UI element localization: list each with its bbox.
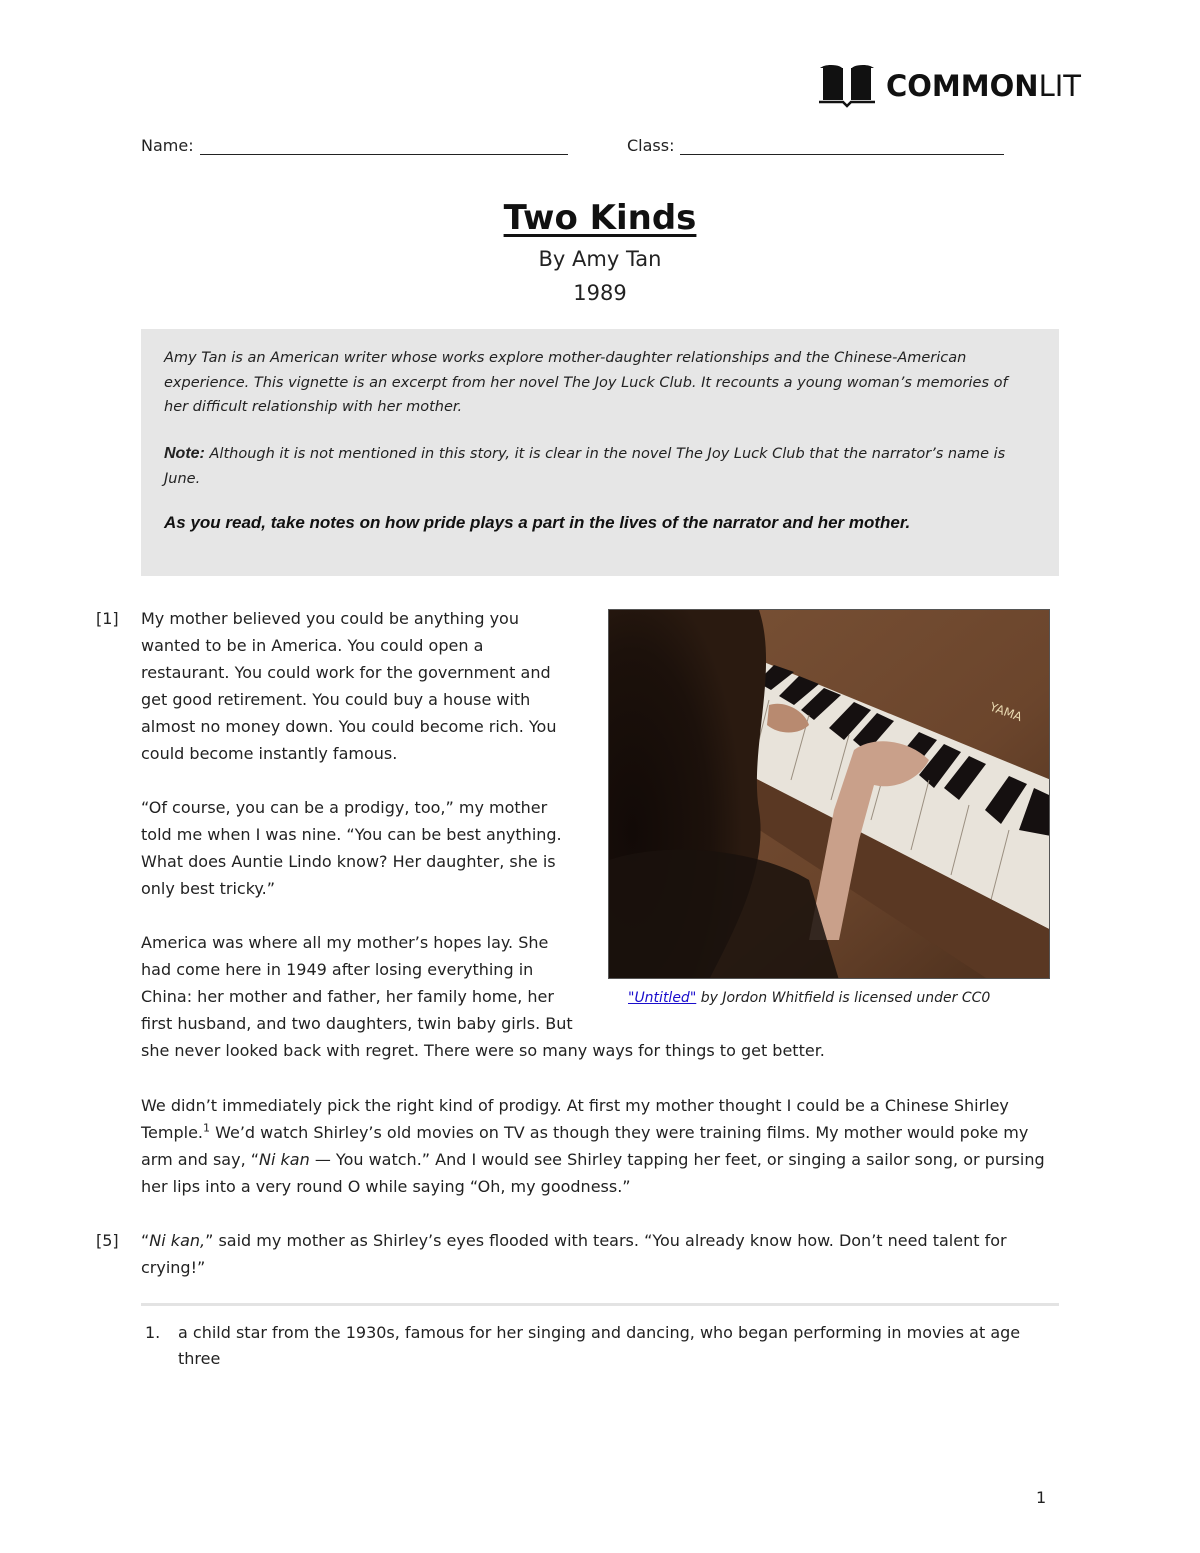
document-title: Two Kinds [503,198,697,238]
caption-attribution: by Jordon Whitfield is licensed under CC0 [696,990,991,1006]
figure-caption [628,990,990,1006]
text-line: What does Auntie Lindo know? Her daughter, she is [141,852,556,871]
footnote-divider [141,1303,1059,1306]
note-paragraph [164,442,1034,491]
footnote-reference[interactable]: 1 [203,1121,211,1135]
piano-brand-text: YAMA [987,699,1024,725]
paragraph-3-continuation: she never looked back with regret. There were so many ways for things to get better. [141,1041,825,1060]
text-line: first husband, and two daughters, twin baby girls. But [141,1014,573,1033]
paragraph-2 [141,794,581,902]
name-field[interactable] [141,136,568,155]
introduction-box [141,329,1059,576]
text-line: My mother believed you could be anything you [141,609,519,628]
text-line: could become instantly famous. [141,744,398,763]
name-label: Name: [141,136,194,155]
paragraph-number: [5] [96,1231,119,1250]
reading-prompt: As you read, take notes on how pride plays a part in the lives of the narrator and her mother. [164,513,911,532]
page-number: 1 [1036,1488,1047,1507]
text-line: had come here in 1949 after losing everything in [141,960,534,979]
text-line: America was where all my mother’s hopes lay. She [141,933,549,952]
image-source-link[interactable]: "Untitled" [628,990,697,1006]
piano-image [609,610,1050,979]
note-text: Although it is not mentioned in this story, it is clear in the novel The Joy Luck Club that the narrator’s name is June. [164,446,1006,487]
class-input-line[interactable] [680,136,1004,155]
name-input-line[interactable] [200,136,568,155]
piano-photo [608,609,1050,979]
logo-text: COMMONLIT [886,69,1082,103]
document-year: 1989 [573,281,627,305]
author-introduction: Amy Tan is an American writer whose works explore mother-daughter relationships and the Chinese-American experience. This vignette is an excerpt from her novel The Joy Luck Club. It recounts a young woman’s memories of her difficult relationship with her mother. [164,350,1008,415]
text-line: almost no money down. You could become rich. You [141,717,557,736]
text-line: get good retirement. You could buy a house with [141,690,531,709]
paragraph-1 [141,605,581,767]
footnote-text: a child star from the 1930s, famous for her singing and dancing, who began performing in movies at age three [178,1323,1021,1368]
text-line: restaurant. You could work for the government and [141,663,551,682]
student-info-row [141,136,1011,162]
text-line: wanted to be in America. You could open a [141,636,484,655]
paragraph-4: We didn’t immediately pick the right kind of prodigy. At first my mother thought I could be a Chinese Shirley Temple.$^1$ We’d watch Shirley’s old movies on TV as though they were training films. My mother would poke my arm and say, “Ni kan — You watch.” And I would see Shirley tapping her feet, or singing a sailor song, or pursing her lips into a very round O while saying “Oh, my goodness.” [141,1096,1045,1196]
document-author: By Amy Tan [538,247,662,271]
class-field[interactable] [627,136,1004,155]
text-line: told me when I was nine. “You can be best anything. [141,825,562,844]
note-label: Note: [164,445,205,462]
text-line: only best tricky.” [141,879,275,898]
class-label: Class: [627,136,675,155]
text-line: “Of course, you can be a prodigy, too,” my mother [141,798,548,817]
paragraph-3 [141,929,581,1037]
paragraph-number: [1] [96,609,119,628]
text-line: China: her mother and father, her family home, her [141,987,554,1006]
commonlit-logo [818,64,1081,108]
paragraph-5: “Ni kan,” said my mother as Shirley’s eyes flooded with tears. “You already know how. Don’t need talent for crying!” [141,1231,1007,1277]
footnote-number: 1. [145,1323,161,1342]
open-book-icon [818,64,876,108]
